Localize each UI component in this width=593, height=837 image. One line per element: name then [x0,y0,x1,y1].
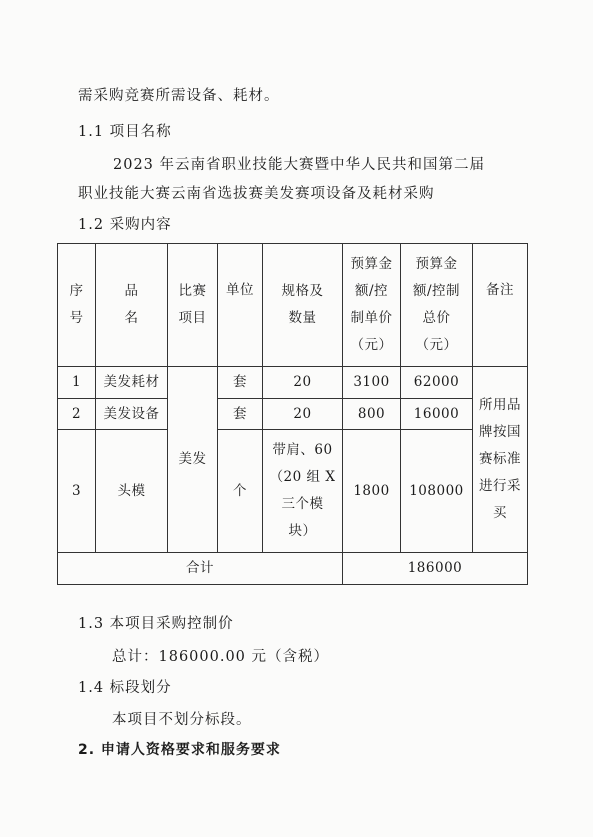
row-total: 108000 [401,430,473,553]
section-1-3-heading: 1.3 本项目采购控制价 [78,616,234,632]
section-1-2-heading: 1.2 采购内容 [78,217,172,233]
row-unit-price: 800 [343,399,401,430]
row-name: 美发设备 [96,399,168,430]
row-spec: 带肩、60 （20 组 X 三个模 块） [263,430,343,553]
row-unit: 套 [218,367,263,399]
header-remark: 备注 [473,244,528,367]
sum-value: 186000 [343,553,528,585]
row-name: 头模 [96,430,168,553]
section-1-1-heading: 1.1 项目名称 [78,124,172,140]
table-header-row [58,244,528,367]
sum-label: 合计 [58,553,343,585]
table-row [58,399,528,430]
header-event: 比赛 项目 [168,244,218,367]
header-unit: 单位 [218,244,263,367]
section-2-heading: 2. 申请人资格要求和服务要求 [78,742,281,758]
row-total: 16000 [401,399,473,430]
header-total-price: 预算金 额/控制 总价 （元） [401,244,473,367]
remark-merged-cell: 所用品 牌按国 赛标准 进行采 买 [473,367,528,553]
table-sum-row [58,553,528,585]
row-unit: 个 [218,430,263,553]
header-unit-price: 预算金 额/控 制单价 （元） [343,244,401,367]
table-row [58,367,528,399]
header-seq: 序 号 [58,244,96,367]
event-merged-cell: 美发 [168,367,218,553]
row-total: 62000 [401,367,473,399]
header-spec: 规格及 数量 [263,244,343,367]
row-spec: 20 [263,367,343,399]
row-seq: 1 [58,367,96,399]
row-unit: 套 [218,399,263,430]
header-name: 品 名 [96,244,168,367]
table-row [58,430,528,553]
project-name-line-1: 2023 年云南省职业技能大赛暨中华人民共和国第二届 [113,157,486,173]
control-price-total: 总计：186000.00 元（含税） [112,649,330,665]
lot-division-text: 本项目不划分标段。 [112,712,252,728]
row-unit-price: 1800 [343,430,401,553]
section-1-4-heading: 1.4 标段划分 [78,680,172,696]
row-name: 美发耗材 [96,367,168,399]
row-seq: 3 [58,430,96,553]
procurement-table [57,243,528,585]
row-unit-price: 3100 [343,367,401,399]
project-name-line-2: 职业技能大赛云南省选拔赛美发赛项设备及耗材采购 [78,186,435,202]
row-spec: 20 [263,399,343,430]
intro-text: 需采购竞赛所需设备、耗材。 [78,88,280,104]
row-seq: 2 [58,399,96,430]
